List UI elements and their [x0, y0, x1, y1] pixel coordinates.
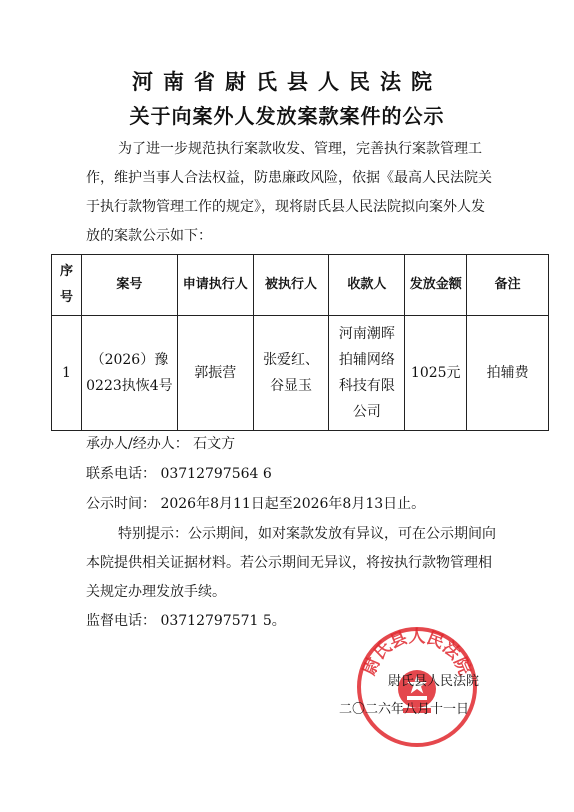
supervision-label: 监督电话： [86, 613, 156, 629]
signature-org: 尉氏县人民法院 [388, 674, 480, 689]
phone-number: 03712797564 6 [160, 466, 272, 482]
col-header: 序号 [52, 255, 82, 316]
period-line [86, 490, 506, 519]
phone-line [86, 460, 506, 489]
col-header: 收款人 [329, 255, 405, 316]
col-header: 被执行人 [253, 255, 329, 316]
seal-text: 尉氏县人民法院 [359, 626, 475, 679]
col-header: 备注 [467, 255, 549, 316]
cell-case-number: （2026）豫0223执恢4号 [81, 316, 177, 431]
cell-payee: 河南潮晖拍辅网络科技有限公司 [329, 316, 405, 431]
phone-label: 联系电话： [86, 466, 156, 482]
court-name: 河南省尉氏县人民法院 [132, 70, 442, 94]
intro-paragraph: 为了进一步规范执行案款收发、管理，完善执行案款管理工作，维护当事人合法权益，防患廉政风险，依据《最高人民法院关于执行款物管理工作的规定》，现将尉氏县人民法院拟向案外人发放的案款公示如下： [86, 141, 492, 244]
cell-applicant: 郭振营 [177, 316, 253, 431]
special-notice: 特别提示：公示期间，如对案款发放有异议，可在公示期间向本院提供相关证据材料。若公示期间无异议，将按执行款物管理相关规定办理发放手续。 [86, 526, 496, 600]
table-row [52, 316, 549, 431]
col-header: 发放金额 [405, 255, 467, 316]
signature-date: 二〇二六年八月十一日 [339, 702, 470, 717]
notice-title: 关于向案外人发放案款案件的公示 [129, 104, 445, 128]
table-header-row [52, 255, 549, 316]
col-header: 申请执行人 [177, 255, 253, 316]
period-label: 公示时间： [86, 496, 156, 512]
cell-index: 1 [52, 316, 82, 431]
period-value: 2026年8月11日起至2026年8月13日止。 [160, 496, 426, 512]
supervision-phone: 03712797571 5。 [160, 613, 286, 629]
cell-amount: 1025元 [405, 316, 467, 431]
cell-remark: 拍辅费 [467, 316, 549, 431]
handler-label: 承办人/经办人： [86, 436, 189, 452]
handler-line [86, 430, 506, 459]
handler-name: 石文方 [193, 436, 236, 452]
case-table [51, 254, 549, 431]
cell-respondent: 张爱红、谷显玉 [253, 316, 329, 431]
col-header: 案号 [81, 255, 177, 316]
